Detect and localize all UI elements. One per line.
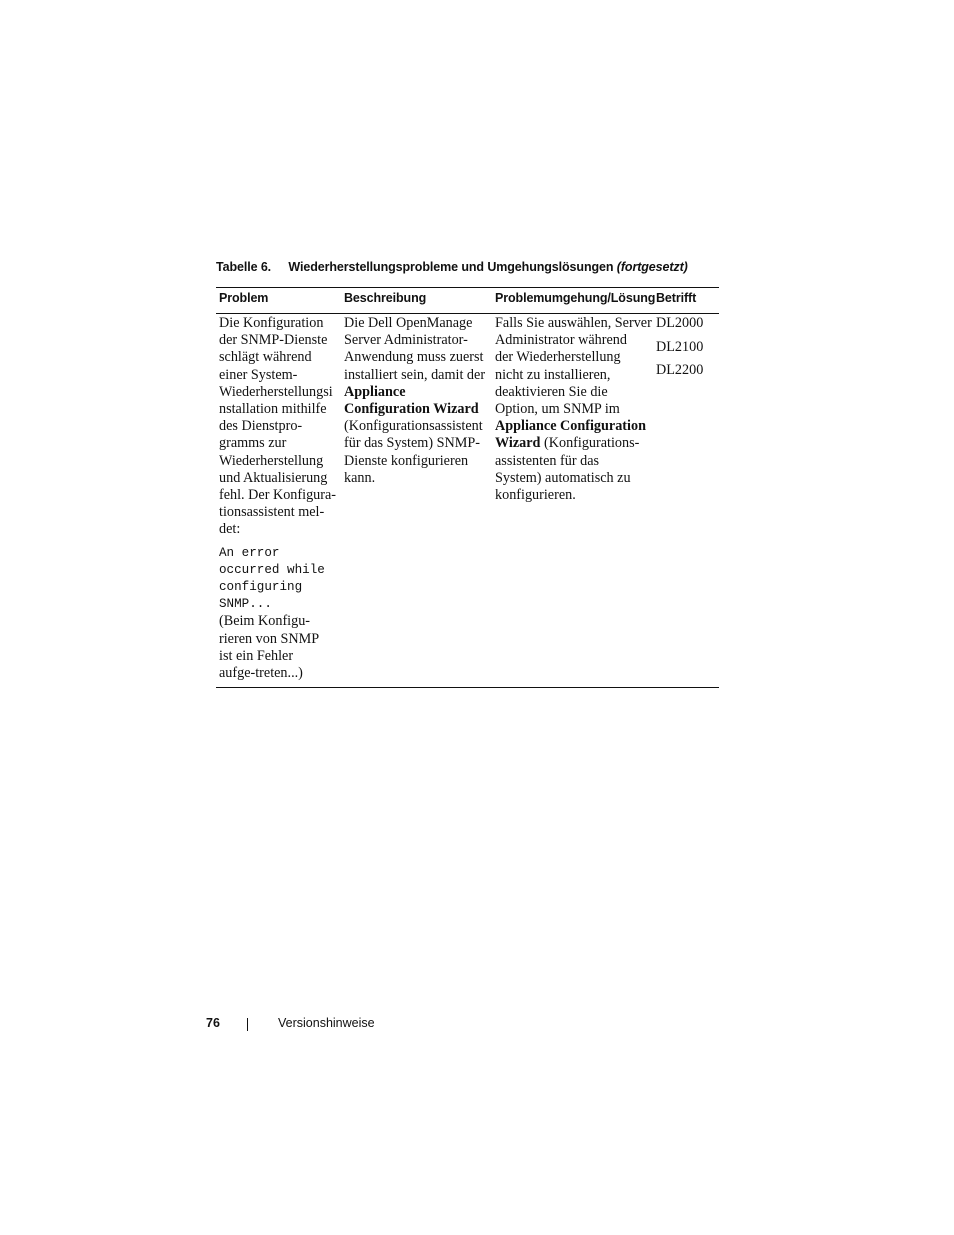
- error-code-line: occurred while: [219, 562, 325, 577]
- problem-line: einer System-: [219, 366, 298, 383]
- table-caption: [216, 260, 688, 274]
- problem-cell: [216, 315, 341, 682]
- solution-text: (Konfigurations-: [540, 435, 640, 452]
- affected-model: DL2000: [656, 315, 704, 331]
- table-number: Tabelle 6.: [216, 260, 272, 274]
- description-line: installiert sein, damit der: [344, 366, 486, 383]
- page-number: 76: [206, 1016, 220, 1030]
- problem-line: Die Konfiguration: [219, 315, 324, 331]
- recovery-issues-table: [216, 287, 719, 688]
- footer-divider: [247, 1018, 248, 1031]
- problem-line: schlägt während: [219, 349, 312, 366]
- affected-model: DL2100: [656, 338, 704, 355]
- solution-line: Administrator während: [495, 332, 627, 349]
- affects-cell: [653, 315, 719, 682]
- problem-translation-line: (Beim Konfigu-: [219, 613, 311, 630]
- problem-line: der SNMP-Dienste: [219, 332, 328, 349]
- solution-line: konfigurieren.: [495, 487, 576, 504]
- table-title: Wiederherstellungsprobleme und Umgehungslösungen: [288, 260, 614, 274]
- description-line: (Konfigurationsassistent: [344, 418, 483, 435]
- problem-line: det:: [219, 521, 241, 538]
- error-code-line: SNMP...: [219, 597, 272, 612]
- header-problem: Problem: [219, 291, 269, 305]
- description-cell: [341, 315, 492, 682]
- description-line: Dienste konfigurieren: [344, 452, 469, 469]
- problem-line: Wiederherstellungsi: [219, 383, 333, 400]
- header-description: Beschreibung: [344, 291, 427, 305]
- problem-translation-line: rieren von SNMP: [219, 630, 320, 647]
- solution-bold-text: Wizard: [495, 435, 541, 452]
- problem-line: des Dienstpro-: [219, 418, 303, 435]
- description-line: Server Administrator-: [344, 332, 468, 349]
- problem-line: nstallation mithilfe: [219, 401, 327, 418]
- problem-translation-line: ist ein Fehler: [219, 647, 294, 664]
- error-code-line: configuring: [219, 580, 303, 595]
- problem-line: und Aktualisierung: [219, 469, 328, 486]
- description-line: kann.: [344, 469, 376, 486]
- description-line: Die Dell OpenManage: [344, 315, 473, 331]
- solution-line: Option, um SNMP im: [495, 401, 620, 418]
- description-line: Anwendung muss zuerst: [344, 349, 484, 366]
- error-code-line: An error: [219, 545, 280, 560]
- solution-line: assistenten für das: [495, 452, 600, 469]
- solution-line: deaktivieren Sie die: [495, 383, 608, 400]
- header-solution: Problemumgehung/Lösung: [495, 291, 656, 305]
- problem-line: Wiederherstellung: [219, 452, 324, 469]
- solution-line-bold: Appliance Configuration: [495, 418, 646, 435]
- solution-line: System) automatisch zu: [495, 469, 631, 486]
- solution-cell: [492, 315, 653, 682]
- section-name: Versionshinweise: [278, 1016, 375, 1030]
- page-footer: [0, 1016, 954, 1036]
- solution-line: der Wiederherstellung: [495, 349, 621, 366]
- solution-line: [495, 435, 653, 452]
- description-line-bold: Appliance: [344, 383, 406, 400]
- solution-line: nicht zu installieren,: [495, 366, 611, 383]
- description-line: für das System) SNMP-: [344, 435, 480, 452]
- problem-line: fehl. Der Konfigura-: [219, 487, 336, 504]
- header-affects: Betrifft: [656, 291, 697, 305]
- description-line-bold: Configuration Wizard: [344, 401, 479, 418]
- affected-model: DL2200: [656, 362, 704, 378]
- problem-translation-line: aufge-treten...): [219, 665, 303, 682]
- problem-line: gramms zur: [219, 435, 287, 452]
- problem-line: tionsassistent mel-: [219, 504, 325, 521]
- solution-line: Falls Sie auswählen, Server: [495, 315, 652, 331]
- table-header-row: [216, 288, 719, 314]
- table-row: [216, 314, 719, 687]
- table-continued-note: (fortgesetzt): [616, 260, 688, 274]
